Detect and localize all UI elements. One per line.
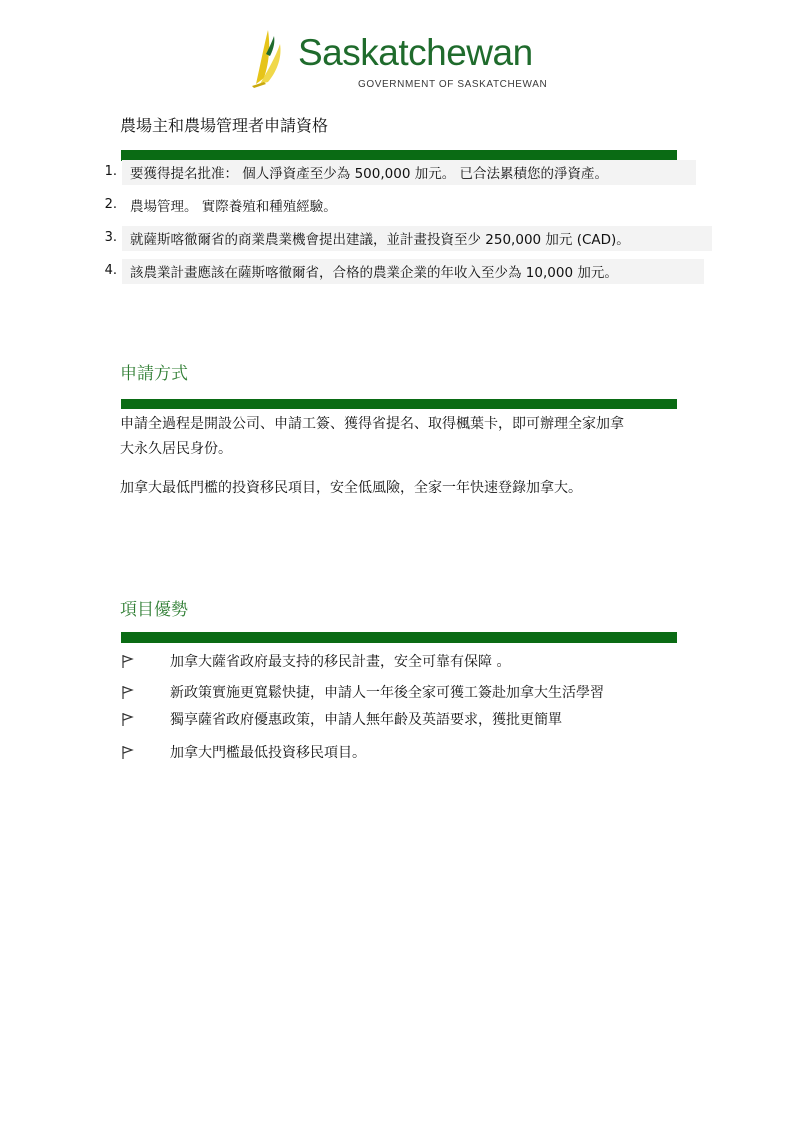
list-number: 3. <box>104 230 117 245</box>
section-title-eligibility: 農場主和農場管理者申請資格 <box>120 116 329 135</box>
section-title-application: 申請方式 <box>120 364 188 384</box>
paragraph-application-process <box>120 412 700 462</box>
advantage-item: 新政策實施更寬鬆快捷，申請人一年後全家可獲工簽赴加拿大生活學習 <box>170 685 604 701</box>
section-title-advantages: 項目優勢 <box>120 600 188 620</box>
list-item: 農場管理。 實際養殖和種殖經驗。 <box>130 199 337 215</box>
advantage-item: 加拿大門檻最低投資移民項目。 <box>170 745 366 761</box>
flag-icon <box>120 653 136 669</box>
advantage-item: 加拿大薩省政府最支持的移民計畫，安全可靠有保障 。 <box>170 654 511 670</box>
flag-icon <box>120 711 136 727</box>
list-item: 就薩斯喀徹爾省的商業農業機會提出建議，並計畫投資至少 250,000 加元 (CAD)。 <box>122 226 712 251</box>
logo-subtitle: GOVERNMENT OF SASKATCHEWAN <box>358 79 548 90</box>
section-divider-bar <box>121 399 677 409</box>
wheat-sheaf-icon <box>250 26 294 88</box>
list-number: 2. <box>104 197 117 212</box>
paragraph-line: 申請全過程是開設公司、申請工簽、獲得省提名、取得楓葉卡，即可辦理全家加拿 <box>120 416 624 432</box>
section-divider-bar <box>121 632 677 643</box>
list-number: 4. <box>104 263 117 278</box>
logo-wordmark: Saskatchewan <box>298 32 533 73</box>
list-number: 1. <box>104 164 117 179</box>
paragraph-summary: 加拿大最低門檻的投資移民項目，安全低風險，全家一年快速登錄加拿大。 <box>120 480 582 496</box>
list-item: 要獲得提名批准： 個人淨資產至少為 500,000 加元。 已合法累積您的淨資產。 <box>122 160 696 185</box>
list-item: 該農業計畫應該在薩斯喀徹爾省，合格的農業企業的年收入至少為 10,000 加元。 <box>122 259 704 284</box>
flag-icon <box>120 684 136 700</box>
advantage-item: 獨享薩省政府優惠政策，申請人無年齡及英語要求，獲批更簡單 <box>170 712 562 728</box>
flag-icon <box>120 744 136 760</box>
paragraph-line: 大永久居民身份。 <box>120 441 232 457</box>
